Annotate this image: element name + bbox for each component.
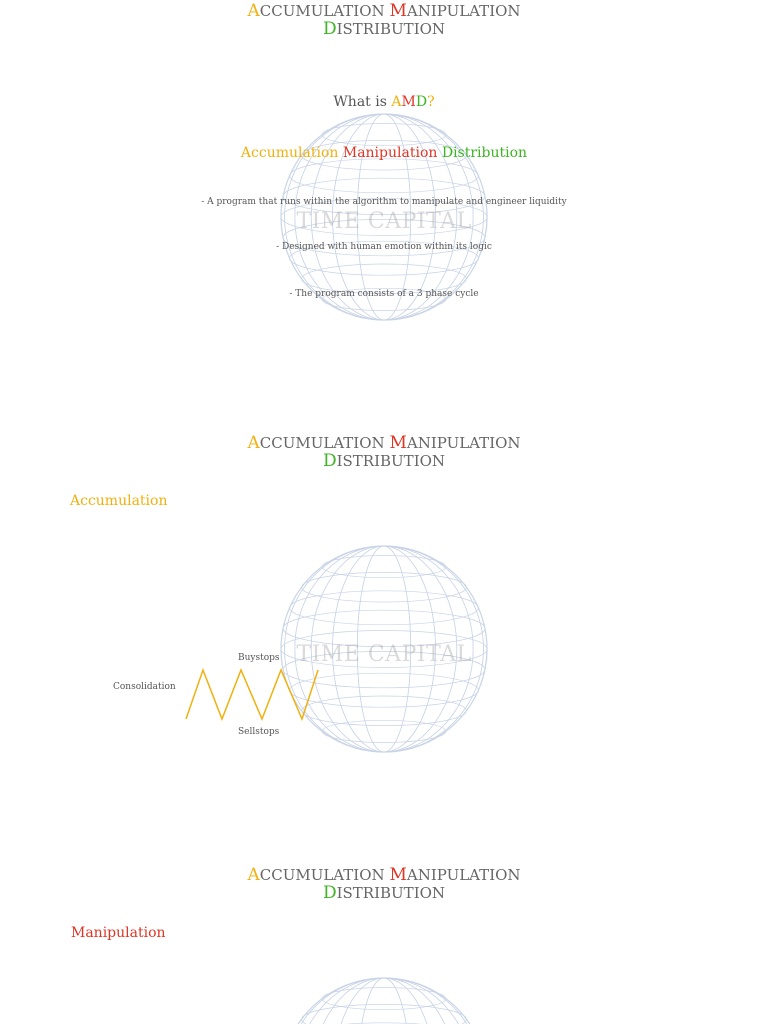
amd-phases-line: Accumulation Manipulation Distribution: [240, 145, 528, 161]
slide-accumulation: [0, 432, 768, 864]
bullet-2: - Designed with human emotion within its logic: [276, 242, 492, 252]
globe-meridian: [311, 978, 457, 1024]
slide-header: [0, 866, 768, 902]
header-line-1: ACCUMULATION MANIPULATION: [247, 1, 521, 21]
consolidation-zigzag: [180, 662, 330, 722]
sellstops-label: Sellstops: [238, 727, 280, 737]
slide-manipulation: [0, 864, 768, 1024]
watermark-text: TIME CAPITAL: [296, 642, 472, 667]
header-line-2: DISTRIBUTION: [322, 883, 446, 903]
bullet-3: - The program consists of a 3 phase cycle: [289, 289, 479, 299]
globe-meridian: [311, 978, 457, 1024]
globe-outline: [281, 978, 487, 1024]
buystops-label: Buystops: [238, 653, 280, 663]
header-line-2: DISTRIBUTION: [322, 451, 446, 471]
globe-parallel: [302, 1004, 467, 1024]
globe-parallel: [302, 572, 467, 602]
header-line-2: DISTRIBUTION: [322, 19, 446, 39]
globe-parallel: [290, 159, 479, 193]
slide-header: [0, 2, 768, 38]
bullet-1: - A program that runs within the algorithm to manipulate and engineer liquidity: [201, 197, 567, 207]
watermark-text: TIME CAPITAL: [296, 209, 472, 234]
consolidation-label: Consolidation: [113, 682, 176, 692]
slide-header: [0, 434, 768, 470]
consolidation-line: [186, 670, 318, 719]
section-title-accumulation: Accumulation: [70, 493, 168, 509]
globe-watermark-icon: [279, 976, 489, 1024]
section-title-manipulation: Manipulation: [71, 925, 166, 941]
header-line-1: ACCUMULATION MANIPULATION: [247, 433, 521, 453]
slide-what-is-amd: [0, 0, 768, 432]
header-line-1: ACCUMULATION MANIPULATION: [247, 865, 521, 885]
question-heading: What is AMD?: [333, 94, 435, 110]
globe-parallel: [290, 591, 479, 625]
